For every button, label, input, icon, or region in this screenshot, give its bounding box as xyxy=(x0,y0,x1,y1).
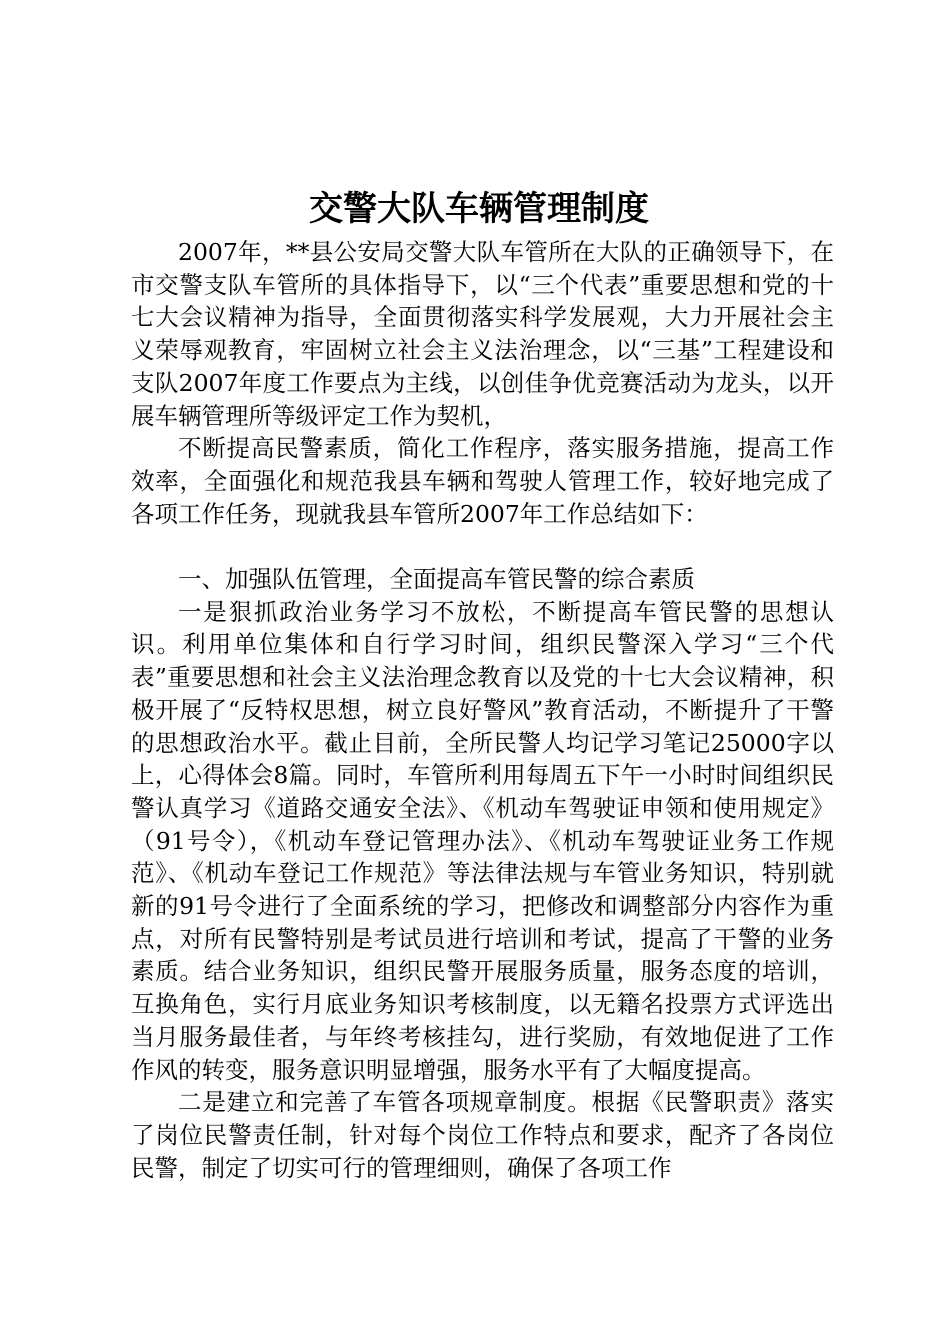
paragraph-intro: 2007年，**县公安局交警大队车管所在大队的正确领导下，在市交警支队车管所的具体指导下，以“三个代表”重要思想和党的十七大会议精神为指导，全面贯彻落实科学发展观，大力开展社会主义荣辱观教育，牢固树立社会主义法治理念，以“三基”工程建设和支队2007年度工作要点为主线，以创佳争优竞赛活动为龙头，以开展车辆管理所等级评定工作为契机， xyxy=(131,238,834,430)
paragraph-rules: 二是建立和完善了车管各项规章制度。根据《民警职责》落实了岗位民警责任制，针对每个岗位工作特点和要求，配齐了各岗位民警，制定了切实可行的管理细则，确保了各项工作 xyxy=(131,1088,834,1182)
paragraph-intro-continued: 不断提高民警素质，简化工作程序，落实服务措施，提高工作效率，全面强化和规范我县车辆和驾驶人管理工作，较好地完成了各项工作任务，现就我县车管所2007年工作总结如下： xyxy=(131,434,834,528)
document-title: 交警大队车辆管理制度 xyxy=(309,189,649,229)
section-heading: 一、加强队伍管理，全面提高车管民警的综合素质 xyxy=(178,565,695,594)
document-body xyxy=(131,236,834,1184)
paragraph-study: 一是狠抓政治业务学习不放松，不断提高车管民警的思想认识。利用单位集体和自行学习时间，组织民警深入学习“三个代表”重要思想和社会主义法治理念教育以及党的十七大会议精神，积极开展了“反特权思想，树立良好警风”教育活动，不断提升了干警的思想政治水平。截止目前，全所民警人均记学习笔记25000字以上，心得体会8篇。同时，车管所利用每周五下午一小时时间组织民警认真学习《道路交通安全法》、《机动车驾驶证申领和使用规定》（91号令），《机动车登记管理办法》、《机动车驾驶证业务工作规范》、《机动车登记工作规范》等法律法规与车管业务知识，特别就新的91号令进行了全面系统的学习，把修改和调整部分内容作为重点，对所有民警特别是考试员进行培训和考试，提高了干警的业务素质。结合业务知识，组织民警开展服务质量，服务态度的培训，互换角色，实行月底业务知识考核制度，以无籍名投票方式评选出当月服务最佳者，与年终考核挂勾，进行奖励，有效地促进了工作作风的转变，服务意识明显增强，服务水平有了大幅度提高。 xyxy=(131,597,834,1084)
